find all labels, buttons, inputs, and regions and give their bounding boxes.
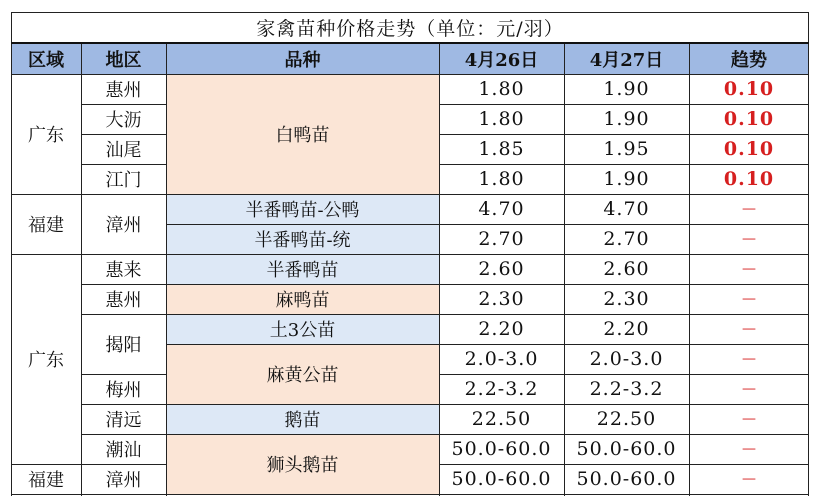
region-cell: 福建 bbox=[28, 215, 64, 236]
trend-value: — bbox=[742, 291, 756, 307]
grid-line bbox=[439, 374, 809, 375]
area-cell: 梅州 bbox=[105, 380, 142, 401]
trend-value: — bbox=[742, 411, 756, 427]
grid-line bbox=[81, 404, 166, 405]
grid-line bbox=[166, 254, 439, 255]
area-cell: 汕尾 bbox=[105, 140, 142, 161]
date1-value: 2.2-3.2 bbox=[464, 378, 539, 400]
grid-line bbox=[166, 224, 439, 225]
area-cell: 大沥 bbox=[105, 110, 142, 131]
grid-line bbox=[11, 194, 81, 195]
variety-cell: 半番鸭苗 bbox=[166, 254, 439, 284]
area-cell: 清远 bbox=[105, 410, 142, 431]
date2-value: 2.70 bbox=[603, 228, 650, 250]
header-region: 区域 bbox=[11, 44, 81, 74]
grid-line bbox=[166, 194, 439, 195]
area-cell: 江门 bbox=[105, 170, 142, 191]
date2-value: 1.90 bbox=[603, 78, 650, 100]
date2-value: 2.2-3.2 bbox=[589, 378, 664, 400]
grid-line bbox=[81, 254, 166, 255]
grid-line bbox=[81, 134, 166, 135]
header-variety: 品种 bbox=[166, 44, 439, 74]
grid-line bbox=[166, 44, 167, 496]
grid-line bbox=[166, 344, 439, 345]
grid-line bbox=[166, 434, 439, 435]
date2-value: 50.0-60.0 bbox=[576, 438, 677, 460]
grid-line bbox=[81, 44, 82, 496]
region-cell: 福建 bbox=[28, 470, 64, 491]
trend-value: — bbox=[742, 321, 756, 337]
trend-value: — bbox=[742, 231, 756, 247]
variety-cell: 土3公苗 bbox=[166, 314, 439, 344]
region-cell: 广东 bbox=[28, 125, 64, 146]
grid-line bbox=[81, 314, 166, 315]
date1-value: 1.80 bbox=[478, 108, 525, 130]
date2-value: 2.60 bbox=[603, 258, 650, 280]
grid-line bbox=[439, 344, 809, 345]
grid-line bbox=[439, 194, 809, 195]
date1-value: 22.50 bbox=[471, 408, 532, 430]
grid-line bbox=[166, 284, 439, 285]
variety-cell: 白鸭苗 bbox=[166, 74, 439, 194]
trend-value: 0.10 bbox=[723, 138, 775, 160]
grid-line bbox=[81, 284, 166, 285]
grid-line bbox=[439, 314, 809, 315]
trend-value: 0.10 bbox=[723, 168, 775, 190]
grid-line bbox=[439, 134, 809, 135]
trend-value: — bbox=[742, 441, 756, 457]
grid-line bbox=[81, 194, 166, 195]
date2-value: 2.30 bbox=[603, 288, 650, 310]
date2-value: 22.50 bbox=[596, 408, 657, 430]
date1-value: 50.0-60.0 bbox=[451, 468, 552, 490]
date2-value: 4.70 bbox=[603, 198, 650, 220]
grid-line bbox=[689, 44, 690, 496]
grid-line bbox=[81, 104, 166, 105]
trend-value: 0.10 bbox=[723, 78, 775, 100]
date1-value: 1.80 bbox=[478, 168, 525, 190]
date1-value: 4.70 bbox=[478, 198, 525, 220]
grid-line bbox=[81, 164, 166, 165]
area-cell: 漳州 bbox=[105, 470, 142, 491]
header-date2: 4月27日 bbox=[564, 44, 689, 74]
grid-line bbox=[81, 374, 166, 375]
grid-line bbox=[439, 104, 809, 105]
region-cell: 广东 bbox=[28, 350, 64, 371]
header-date1: 4月26日 bbox=[439, 44, 564, 74]
grid-line bbox=[439, 254, 809, 255]
grid-line bbox=[11, 494, 809, 495]
trend-value: — bbox=[742, 471, 756, 487]
area-cell: 潮汕 bbox=[105, 440, 142, 461]
variety-cell: 鹅苗 bbox=[166, 404, 439, 434]
variety-cell: 半番鸭苗-统 bbox=[166, 224, 439, 254]
area-cell: 惠州 bbox=[105, 290, 142, 311]
area-cell: 惠州 bbox=[105, 80, 142, 101]
date2-value: 1.90 bbox=[603, 108, 650, 130]
date2-value: 1.95 bbox=[603, 138, 650, 160]
trend-value: — bbox=[742, 381, 756, 397]
date1-value: 1.80 bbox=[478, 78, 525, 100]
grid-line bbox=[564, 44, 565, 496]
area-cell: 揭阳 bbox=[105, 335, 142, 356]
trend-value: 0.10 bbox=[723, 108, 775, 130]
date2-value: 50.0-60.0 bbox=[576, 468, 677, 490]
date2-value: 1.90 bbox=[603, 168, 650, 190]
grid-line bbox=[439, 464, 809, 465]
grid-line bbox=[439, 434, 809, 435]
grid-line bbox=[81, 464, 166, 465]
trend-value: — bbox=[742, 261, 756, 277]
date1-value: 2.60 bbox=[478, 258, 525, 280]
grid-line bbox=[439, 164, 809, 165]
date1-value: 2.20 bbox=[478, 318, 525, 340]
table-title: 家禽苗种价格走势（单位：元/羽） bbox=[256, 17, 564, 40]
price-table bbox=[11, 12, 809, 496]
trend-value: — bbox=[742, 351, 756, 367]
grid-line bbox=[439, 224, 809, 225]
variety-cell: 狮头鹅苗 bbox=[166, 434, 439, 494]
grid-line bbox=[439, 284, 809, 285]
grid-line bbox=[439, 44, 440, 496]
trend-value: — bbox=[742, 201, 756, 217]
variety-cell: 半番鸭苗-公鸭 bbox=[166, 194, 439, 224]
grid-line bbox=[11, 464, 81, 465]
header-trend: 趋势 bbox=[689, 44, 809, 74]
grid-line bbox=[81, 434, 166, 435]
date2-value: 2.20 bbox=[603, 318, 650, 340]
date1-value: 1.85 bbox=[478, 138, 525, 160]
grid-line bbox=[166, 314, 439, 315]
area-cell: 漳州 bbox=[105, 215, 142, 236]
variety-cell: 麻鸭苗 bbox=[166, 284, 439, 314]
date1-value: 50.0-60.0 bbox=[451, 438, 552, 460]
area-cell: 惠来 bbox=[105, 260, 142, 281]
date1-value: 2.70 bbox=[478, 228, 525, 250]
grid-line bbox=[11, 12, 809, 13]
grid-line bbox=[439, 404, 809, 405]
grid-line bbox=[166, 404, 439, 405]
date2-value: 2.0-3.0 bbox=[589, 348, 664, 370]
variety-cell: 麻黄公苗 bbox=[166, 344, 439, 404]
header-area: 地区 bbox=[81, 44, 166, 74]
date1-value: 2.30 bbox=[478, 288, 525, 310]
grid-line bbox=[11, 254, 81, 255]
date1-value: 2.0-3.0 bbox=[464, 348, 539, 370]
